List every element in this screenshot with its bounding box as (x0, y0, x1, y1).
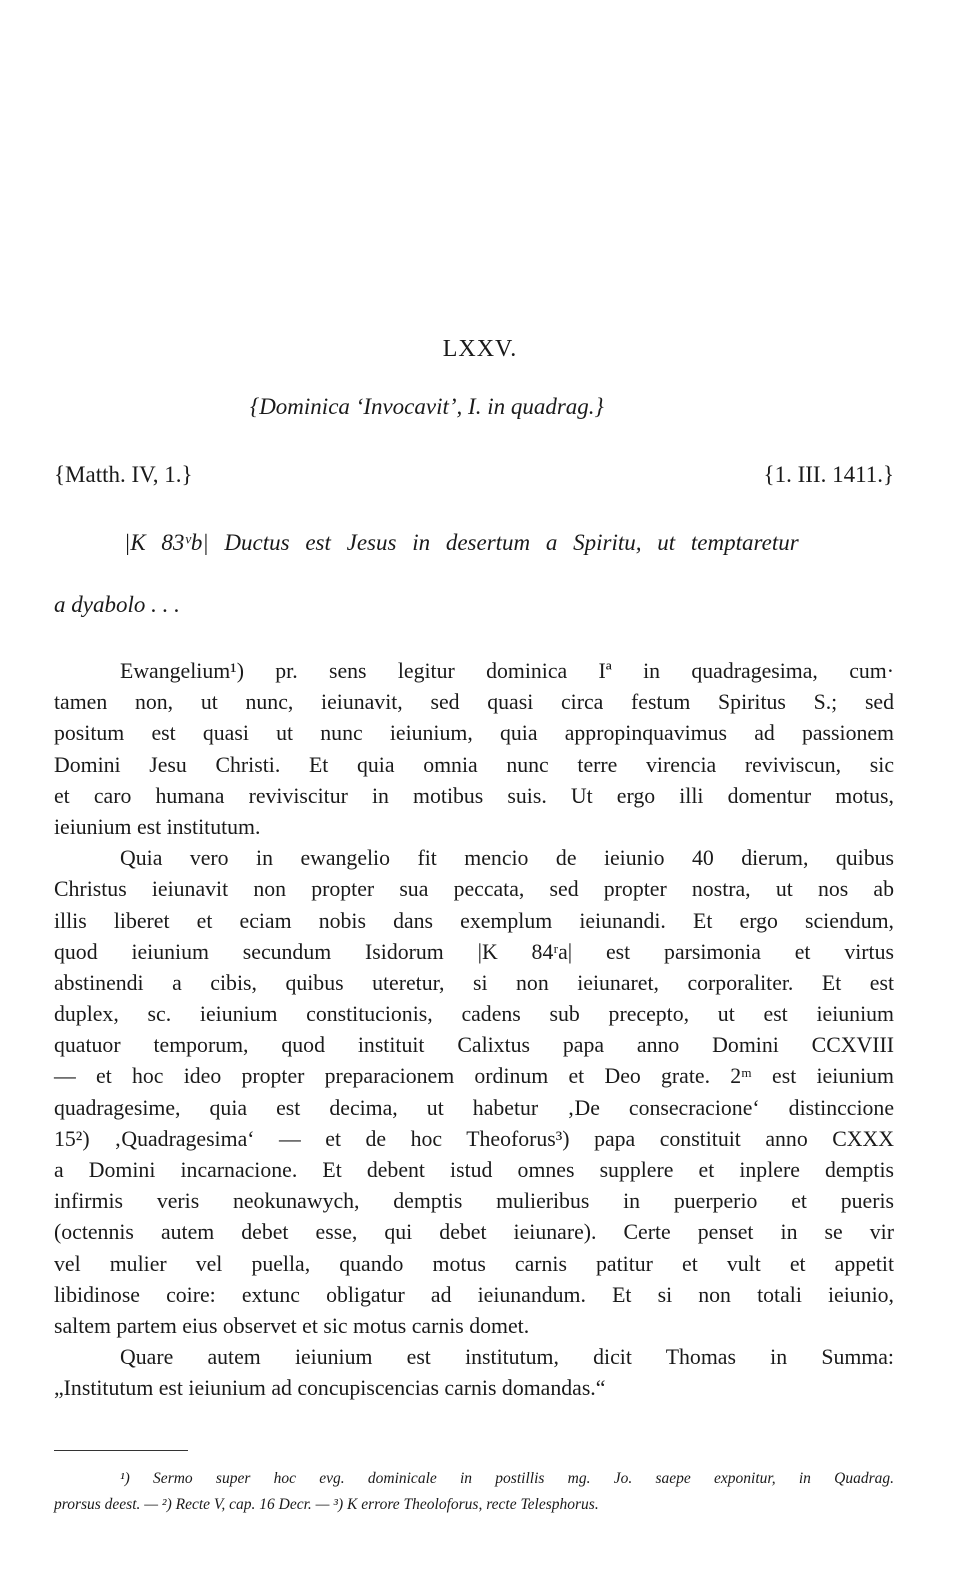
lemma-text: Ductus est Jesus in desertum a Spiritu, ut temptaretur (224, 530, 799, 555)
text-line: Christus ieiunavit non propter sua peccata, sed propter nostra, ut nos ab (54, 877, 894, 902)
text-line: quod ieiunium secundum Isidorum |K 84ʳa| est parsimonia et virtus (54, 939, 894, 964)
bible-reference: {Matth. IV, 1.} (54, 462, 193, 487)
text-line: infirmis veris neokunawych, demptis mulieribus in puerperio et pueris (54, 1189, 894, 1214)
date-reference: {1. III. 1411.} (763, 462, 894, 487)
text-line: „Institutum est ieiunium ad concupiscencias carnis domandas.“ (54, 1376, 606, 1401)
text-line: — et hoc ideo propter preparacionem ordinum et Deo grate. 2ᵐ est ieiunium (54, 1064, 894, 1089)
text-line: Domini Jesu Christi. Et quia omnia nunc terre virencia reviviscun, sic (54, 752, 894, 777)
folio-marker: |K 83ᵛb| (124, 530, 209, 555)
text-line: duplex, sc. ieiunium constitucionis, cadens sub precepto, ut est ieiunium (54, 1002, 894, 1027)
footnotes (54, 1466, 894, 1518)
text-line: Quia vero in ewangelio fit mencio de ieiunio 40 dierum, quibus (120, 846, 894, 871)
text-line: libidinose coire: extunc obligatur ad ieiunandum. Et si non totali ieiunio, (54, 1282, 894, 1307)
text-line: Ewangelium¹) pr. sens legitur dominica Iª in quadragesima, cum· (120, 659, 894, 683)
text-line: ieiunium est institutum. (54, 814, 261, 839)
footnote-line: prorsus deest. — ²) Recte V, cap. 16 Decr. — ³) K errore Theoloforus, recte Telesphorus. (54, 1496, 599, 1513)
text-line: saltem partem eius observet et sic motus carnis domet. (54, 1313, 530, 1338)
sermon-occasion: {Dominica ‘Invocavit’, I. in quadrag.} (250, 394, 604, 419)
text-line: positum est quasi ut nunc ieiunium, quia appropinquavimus ad passionem (54, 721, 894, 746)
main-text (54, 656, 894, 1405)
text-line: et caro humana reviviscitur in motibus suis. Ut ergo illi domentur motus, (54, 783, 894, 808)
text-line: a Domini incarnacione. Et debent istud omnes supplere et inplere demptis (54, 1158, 894, 1182)
text-line: quadragesime, quia est decima, ut habetur ‚De consecracione‘ distinccione (54, 1095, 894, 1120)
lemma-line-2: a dyabolo . . . (54, 592, 180, 617)
footnote-divider (54, 1450, 188, 1451)
sermon-number: LXXV. (442, 336, 518, 362)
lemma-line-1 (124, 530, 894, 556)
footnote-line: ¹) Sermo super hoc evg. dominicale in postillis mg. Jo. saepe exponitur, in Quadrag. (120, 1470, 894, 1487)
text-line: abstinendi a cibis, quibus uteretur, si non ieiunaret, corporaliter. Et est (54, 970, 894, 995)
text-line: tamen non, ut nunc, ieiunavit, sed quasi circa festum Spiritus S.; sed (54, 690, 894, 715)
text-line: (octennis autem debet esse, qui debet ieiunare). Certe penset in se vir (54, 1220, 894, 1245)
text-line: 15²) ‚Quadragesima‘ — et de hoc Theoforus³) papa constituit anno CXXX (54, 1126, 894, 1151)
text-line: illis liberet et eciam nobis dans exemplum ieiunandi. Et ergo sciendum, (54, 908, 894, 933)
text-line: quatuor temporum, quod instituit Calixtus papa anno Domini CCXVIII (54, 1033, 894, 1058)
text-line: Quare autem ieiunium est institutum, dicit Thomas in Summa: (120, 1345, 894, 1370)
text-line: vel mulier vel puella, quando motus carnis patitur et vult et appetit (54, 1251, 894, 1276)
